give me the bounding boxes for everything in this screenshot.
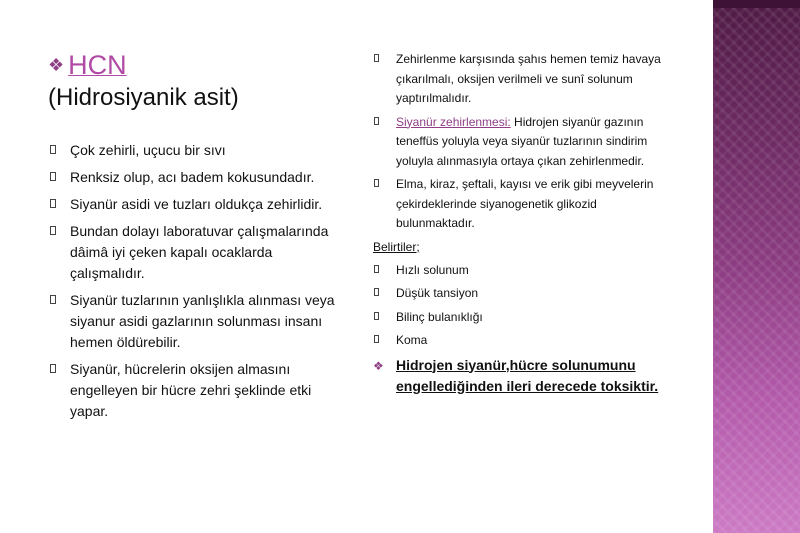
square-bullet-icon xyxy=(50,199,56,208)
list-item: Bilinç bulanıklığı xyxy=(373,308,673,328)
square-bullet-icon xyxy=(374,117,379,125)
square-bullet-icon xyxy=(374,335,379,343)
heading-row xyxy=(48,48,338,82)
square-bullet-icon xyxy=(50,226,56,235)
square-bullet-icon xyxy=(50,295,56,304)
list-item: Hızlı solunum xyxy=(373,261,673,281)
siyanur-zehirlenmesi-link[interactable]: Siyanür zehirlenmesi: xyxy=(396,114,511,129)
right-bullet-list xyxy=(373,50,673,234)
square-bullet-icon xyxy=(374,265,379,273)
list-item: Çok zehirli, uçucu bir sıvı xyxy=(48,140,338,161)
right-column xyxy=(373,50,673,401)
list-item: Koma xyxy=(373,331,673,351)
left-column xyxy=(48,48,338,428)
symptoms-label: Belirtiler; xyxy=(373,239,420,254)
diamond-bullet-icon: ❖ xyxy=(48,54,65,75)
list-item: Zehirlenme karşısında şahıs hemen temiz havaya çıkarılmalı, oksijen verilmeli ve sunî solunum yaptırılmalıdır. xyxy=(373,50,673,109)
conclusion-item: ❖ Hidrojen siyanür,hücre solunumunu engellediğinden ileri derecede toksiktir. xyxy=(373,356,659,394)
list-item: Elma, kiraz, şeftali, kayısı ve erik gibi meyvelerin çekirdeklerinde siyanogenetik glikozid bulunmaktadır. xyxy=(373,175,673,234)
hcn-heading-link[interactable]: HCN xyxy=(68,49,127,80)
list-item: Siyanür zehirlenmesi: Hidrojen siyanür gazının teneffüs yoluyla veya siyanür tuzlarının sindirim yoluyla alınmasıyla ortaya çıkan zehirlenmedir. xyxy=(373,113,673,172)
square-bullet-icon xyxy=(374,288,379,296)
list-item: Bundan dolayı laboratuvar çalışmalarında dâimâ iyi çeken kapalı ocaklarda çalışmalıdır. xyxy=(48,221,338,284)
left-bullet-list xyxy=(48,140,338,422)
square-bullet-icon xyxy=(374,312,379,320)
decorative-side-band xyxy=(713,0,800,533)
list-item: Siyanür tuzlarının yanlışlıkla alınması veya siyanur asidi gazlarının solunması insanı hemen öldürebilir. xyxy=(48,290,338,353)
subheading: (Hidrosiyanik asit) xyxy=(48,84,239,111)
square-bullet-icon xyxy=(50,364,56,373)
list-item: Siyanür asidi ve tuzları oldukça zehirlidir. xyxy=(48,194,338,215)
square-bullet-icon xyxy=(374,179,379,187)
list-item: Düşük tansiyon xyxy=(373,284,673,304)
symptoms-list xyxy=(373,261,673,397)
decorative-side-band-cap xyxy=(713,0,800,8)
diamond-bullet-icon: ❖ xyxy=(373,358,384,373)
square-bullet-icon xyxy=(374,54,379,62)
list-item: Renksiz olup, acı badem kokusundadır. xyxy=(48,167,338,188)
square-bullet-icon xyxy=(50,172,56,181)
list-item: Siyanür, hücrelerin oksijen almasını engelleyen bir hücre zehri şeklinde etki yapar. xyxy=(48,359,338,422)
square-bullet-icon xyxy=(50,145,56,154)
